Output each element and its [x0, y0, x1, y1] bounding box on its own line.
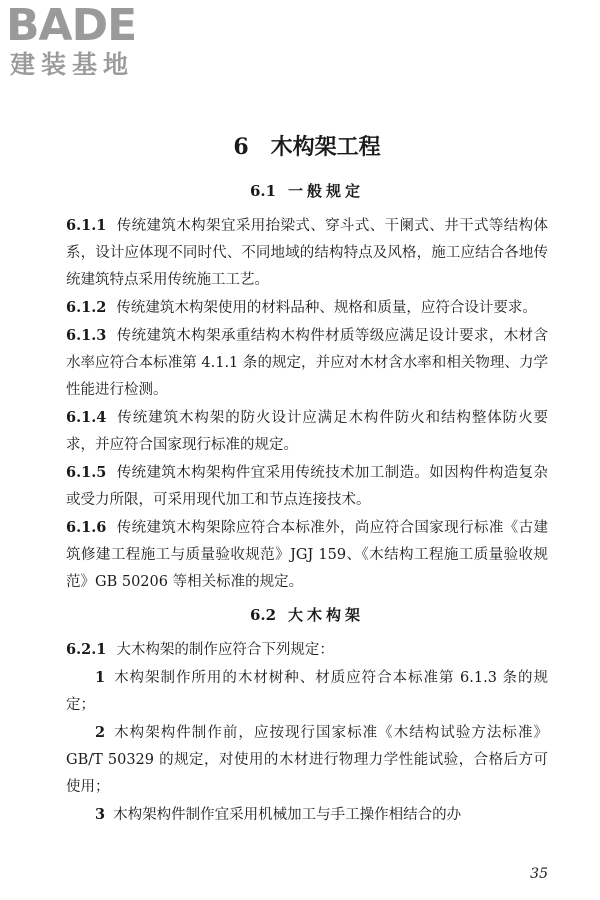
clause-text: 传统建筑木构架宜采用抬梁式、穿斗式、干阑式、井干式等结构体系，设计应体现不同时代、不同地域的结构特点及风格，施工应结合各地传统建筑特点采用传统施工工艺。 [66, 218, 548, 288]
item-text: 木构架构件制作宜采用机械加工与手工操作相结合的办 [113, 807, 462, 823]
clause-number: 6.1.3 [66, 327, 107, 344]
clause-text: 大木构架的制作应符合下列规定： [116, 642, 334, 658]
section-number: 6.2 [249, 606, 277, 624]
logo-main-text: BADE [6, 0, 137, 51]
page-number: 35 [530, 866, 548, 882]
item-text: 木构架制作所用的木材树种、材质应符合本标准第 6.1.3 条的规定； [66, 670, 548, 713]
section-title [66, 178, 548, 204]
page-content [66, 130, 548, 829]
clause [66, 212, 548, 294]
clause-number: 6.2.1 [66, 641, 107, 658]
clause-text: 传统建筑木构架构件宜采用传统技术加工制造。如因构件构造复杂或受力所限，可采用现代加工和节点连接技术。 [66, 465, 548, 508]
bade-logo [6, 2, 176, 80]
clause-text: 传统建筑木构架除应符合本标准外，尚应符合国家现行标准《古建筑修建工程施工与质量验收规范》JGJ 159、《木结构工程施工质量验收规范》GB 50206 等相关标准的规定。 [66, 520, 548, 590]
list-item [66, 719, 548, 801]
clause [66, 636, 548, 664]
item-number: 3 [95, 806, 106, 823]
clause [66, 459, 548, 514]
list-item [66, 801, 548, 829]
chapter-number: 6 [233, 134, 249, 160]
clause-number: 6.1.4 [66, 409, 107, 426]
clause-text: 传统建筑木构架的防火设计应满足木构件防火和结构整体防火要求，并应符合国家现行标准的规定。 [66, 410, 548, 453]
chapter-title [66, 130, 548, 164]
chapter-title-text: 木构架工程 [270, 134, 381, 160]
clause [66, 294, 548, 322]
item-number: 1 [95, 669, 106, 686]
clause-text: 传统建筑木构架承重结构木构件材质等级应满足设计要求，木材含水率应符合本标准第 4.1.1 条的规定，并应对木材含水率和相关物理、力学性能进行检测。 [66, 328, 548, 398]
section-title-text: 大木构架 [288, 606, 365, 624]
list-item [66, 664, 548, 719]
clause [66, 404, 548, 459]
clause [66, 322, 548, 404]
clause [66, 514, 548, 596]
item-text: 木构架构件制作前，应按现行国家标准《木结构试验方法标准》GB/T 50329 的规定，对使用的木材进行物理力学性能试验，合格后方可使用； [66, 725, 548, 795]
section-title-text: 一般规定 [288, 182, 365, 200]
section-title [66, 602, 548, 628]
clause-number: 6.1.2 [66, 299, 107, 316]
clause-number: 6.1.1 [66, 217, 107, 234]
clause-text: 传统建筑木构架使用的材料品种、规格和质量，应符合设计要求。 [116, 300, 537, 316]
item-number: 2 [95, 724, 106, 741]
clause-number: 6.1.6 [66, 519, 107, 536]
section-number: 6.1 [249, 182, 277, 200]
clause-number: 6.1.5 [66, 464, 107, 481]
logo-sub-text: 建装基地 [10, 50, 135, 79]
